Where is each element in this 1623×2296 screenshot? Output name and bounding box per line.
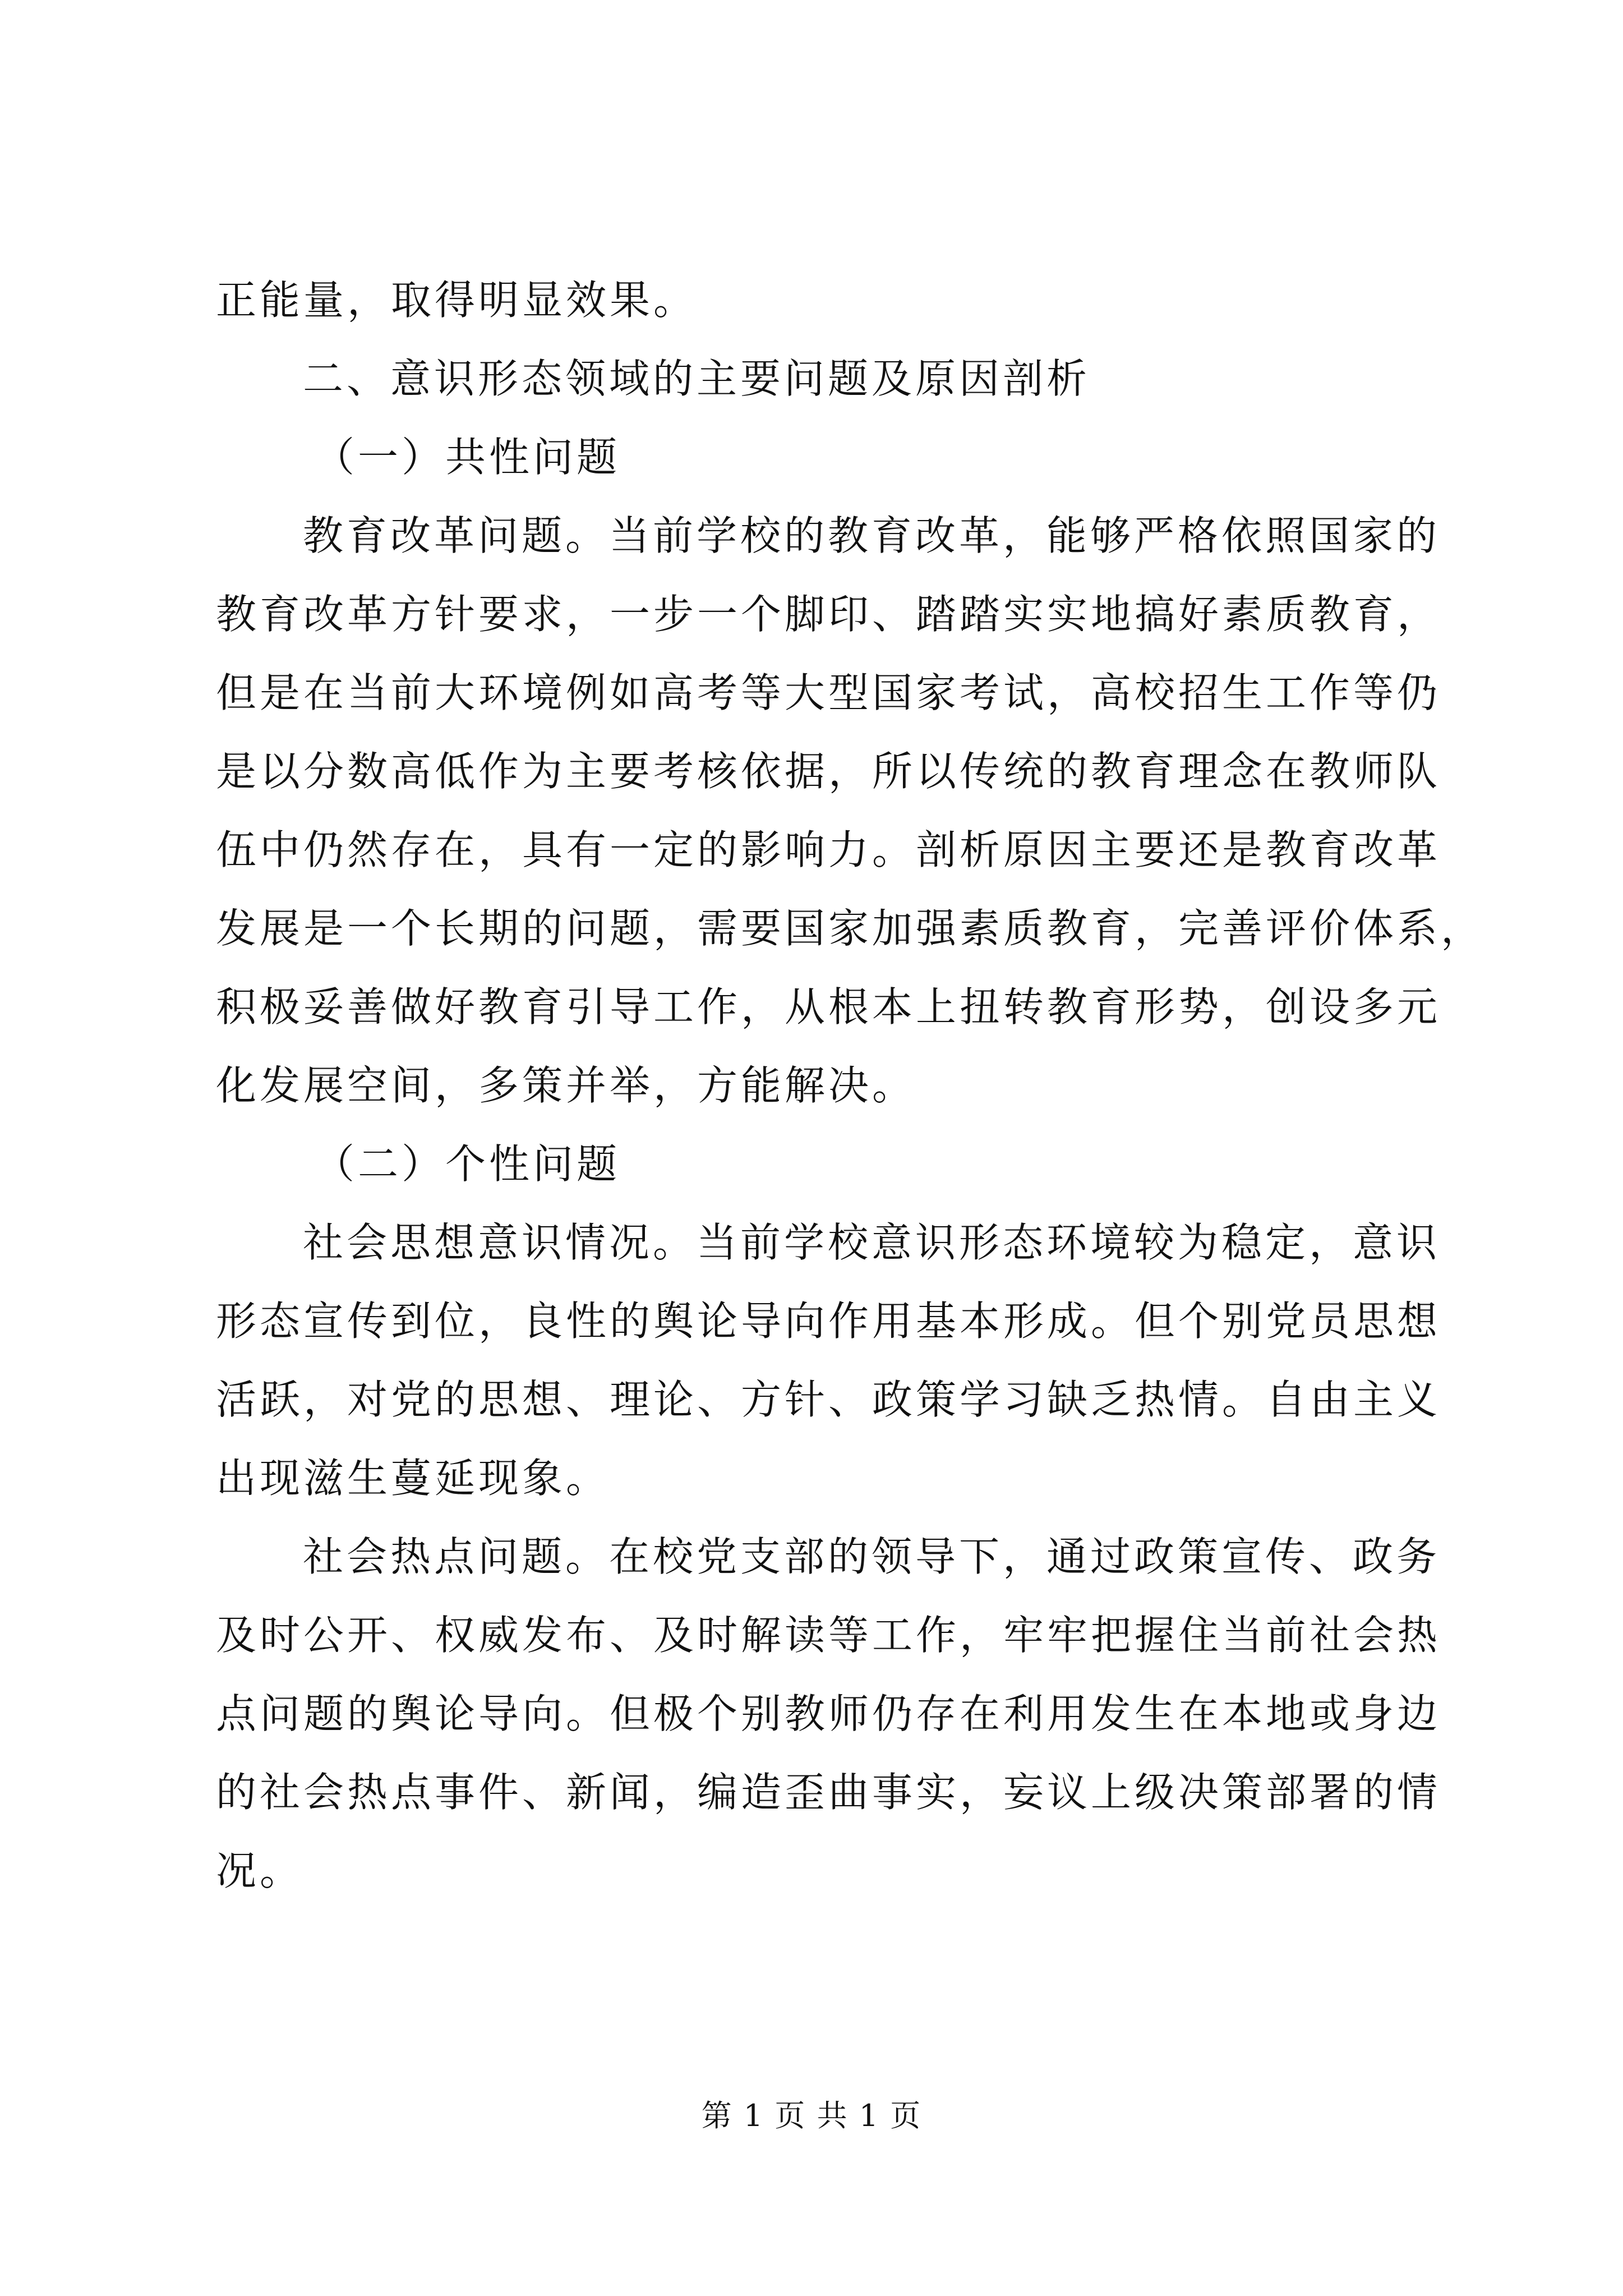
paragraph-line: 是以分数高低作为主要考核依据，所以传统的教育理念在教师队 [216, 748, 1441, 795]
paragraph-line: 形态宣传到位，良性的舆论导向作用基本形成。但个别党员思想 [216, 1297, 1441, 1345]
paragraph-line: 伍中仍然存在，具有一定的影响力。剖析原因主要还是教育改革 [216, 826, 1441, 873]
paragraph-line: 化发展空间，多策并举，方能解决。 [216, 1062, 916, 1109]
paragraph-line: 社会思想意识情况。当前学校意识形态环境较为稳定，意识 [303, 1219, 1441, 1266]
paragraph-line: 发展是一个长期的问题，需要国家加强素质教育，完善评价体系， [216, 905, 1485, 952]
subsection-heading: （一）共性问题 [314, 434, 621, 481]
section-heading: 二、意识形态领域的主要问题及原因剖析 [303, 355, 1091, 402]
paragraph-line: 的社会热点事件、新闻，编造歪曲事实，妄议上级决策部署的情 [216, 1769, 1441, 1816]
paragraph-line: 况。 [216, 1847, 304, 1894]
paragraph-line: 活跃，对党的思想、理论、方针、政策学习缺乏热情。自由主义 [216, 1376, 1441, 1423]
paragraph-line: 积极妥善做好教育引导工作，从根本上扭转教育形势，创设多元 [216, 983, 1441, 1030]
paragraph-line: 正能量，取得明显效果。 [216, 277, 698, 324]
paragraph-line: 教育改革问题。当前学校的教育改革，能够严格依照国家的 [303, 512, 1441, 559]
paragraph-line: 点问题的舆论导向。但极个别教师仍存在利用发生在本地或身边 [216, 1690, 1441, 1737]
paragraph-line: 出现滋生蔓延现象。 [216, 1455, 610, 1502]
subsection-heading: （二）个性问题 [314, 1140, 621, 1188]
page-footer: 第 1 页 共 1 页 [701, 2098, 922, 2133]
paragraph-line: 教育改革方针要求，一步一个脚印、踏踏实实地搞好素质教育， [216, 591, 1441, 638]
paragraph-line: 但是在当前大环境例如高考等大型国家考试，高校招生工作等仍 [216, 669, 1441, 716]
paragraph-line: 社会热点问题。在校党支部的领导下，通过政策宣传、政务 [303, 1533, 1441, 1580]
paragraph-line: 及时公开、权威发布、及时解读等工作，牢牢把握住当前社会热 [216, 1612, 1441, 1659]
